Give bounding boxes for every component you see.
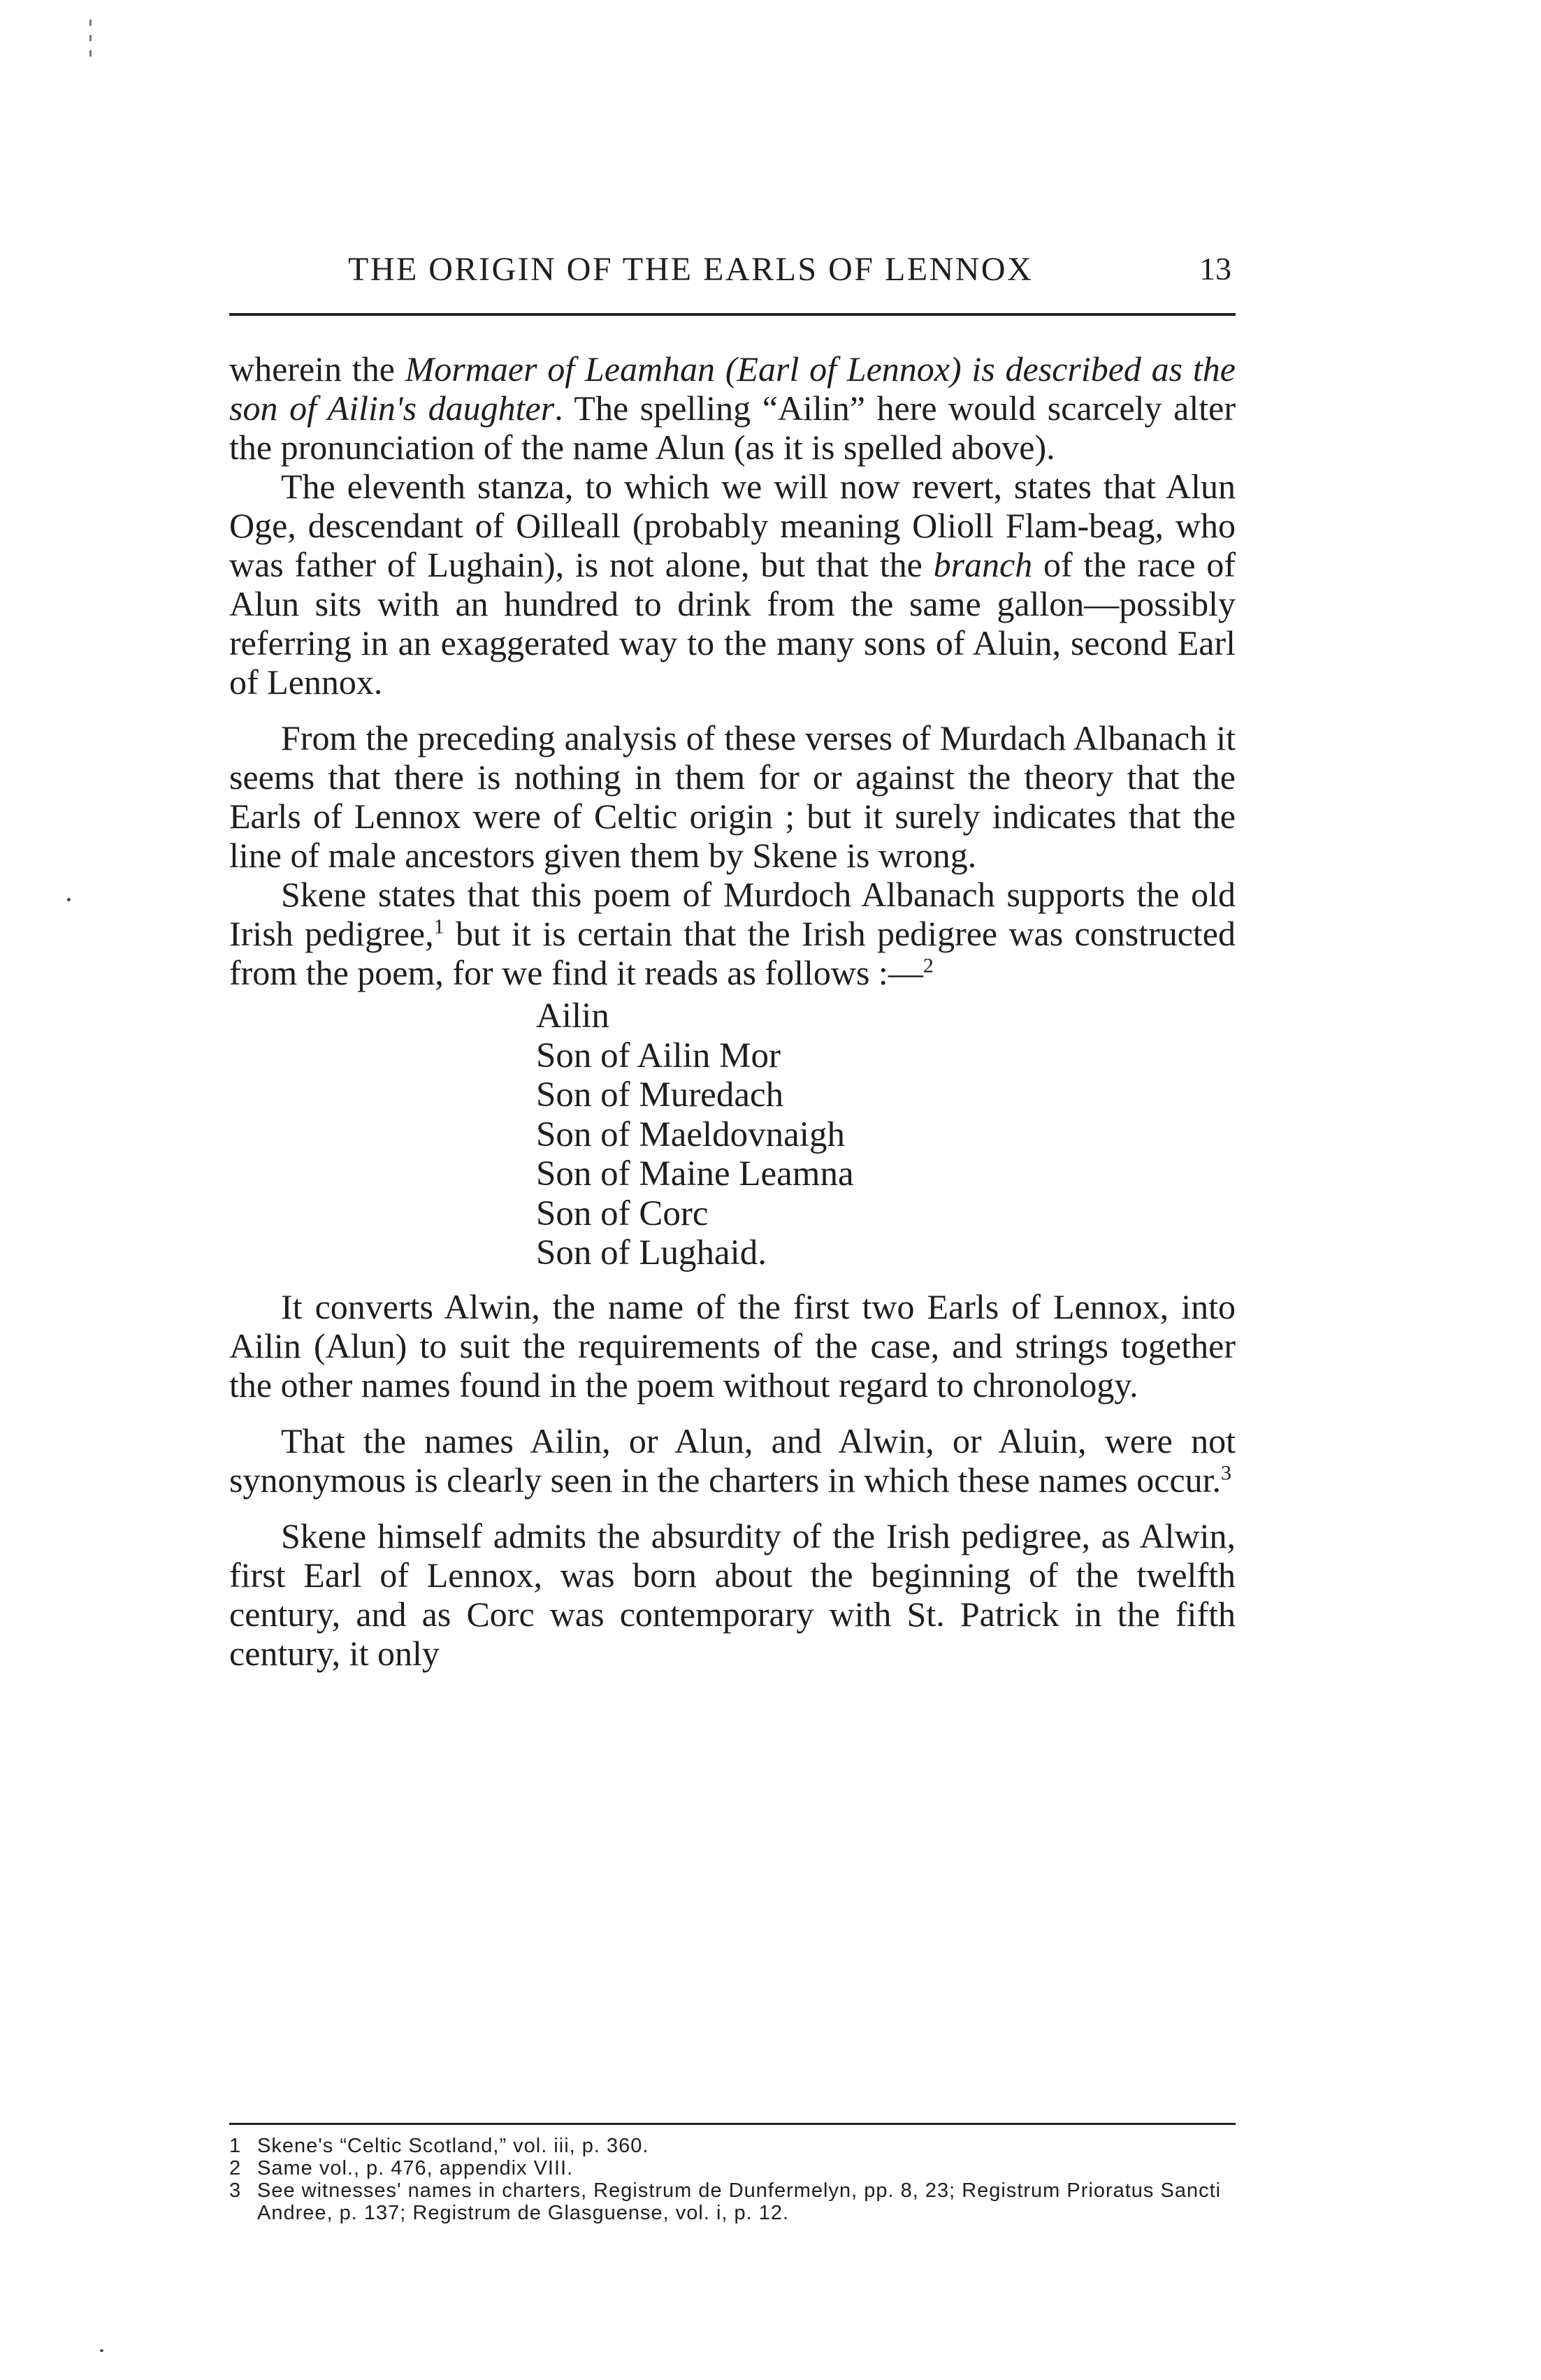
footnote-text: Skene's “Celtic Scotland,” vol. iii, p. 360. (257, 2135, 649, 2157)
footnote-ref: 2 (923, 954, 934, 978)
scan-speck (100, 2349, 103, 2352)
paragraph: It converts Alwin, the name of the first two Earls of Lennox, into Ailin (Alun) to suit the requirements of the case, and strings together the other names found in the poem without regard to chronology. (229, 1286, 1236, 1405)
footnote-text: Same vol., p. 476, appendix VIII. (257, 2157, 574, 2179)
footnote-number: 2 (229, 2157, 242, 2179)
italic-phrase: Mormaer of Leamhan (Earl of Lennox) is described as the son of Ailin's daughter (229, 349, 1236, 428)
pedigree-line: Son of Lughaid. (536, 1233, 767, 1272)
footnote-ref: 3 (1221, 1460, 1232, 1484)
paragraph: wherein the Mormaer of Leamhan (Earl of Lennox) is described as the son of Ailin's daughter. The spelling “Ailin” here would scarcely alter the pronunciation of the name Alun (as it is spelled above). (229, 349, 1236, 467)
running-head (229, 245, 1236, 293)
paragraph: From the preceding analysis of these verses of Murdach Albanach it seems that there is nothing in them for or against the theory that the Earls of Lennox were of Celtic origin ; but it surely indicates that the line of male ancestors given them by Skene is wrong. (229, 718, 1236, 875)
footnotes (229, 2135, 1236, 2224)
pedigree-line: Son of Ailin Mor (536, 1036, 781, 1075)
pedigree-line: Son of Muredach (536, 1075, 784, 1115)
footnote-text: See witnesses' names in charters, Registrum de Dunfermelyn, pp. 8, 23; Registrum Prioratus Sancti Andree, p. 137; Registrum de Glasguense, vol. i, p. 12. (257, 2179, 1222, 2224)
pedigree-line: Son of Maine Leamna (536, 1154, 854, 1193)
pedigree-line: Ailin (536, 996, 609, 1036)
footnote-number: 3 (229, 2179, 242, 2202)
footnote-number: 1 (229, 2135, 242, 2157)
pedigree-line: Son of Maeldovnaigh (536, 1115, 845, 1154)
footnote (229, 2179, 1236, 2224)
pedigree-list (536, 996, 1236, 1273)
paragraph: The eleventh stanza, to which we will now revert, states that Alun Oge, descendant of Oilleall (probably meaning Olioll Flam-beag, who was father of Lughain), is not alone, but that the branch of the race of Alun sits with an hundred to drink from the same gallon—possibly referring in an exaggerated way to the many sons of Aluin, second Earl of Lennox. (229, 467, 1236, 702)
page-number: 13 (1199, 251, 1231, 286)
footnote-rule (229, 2123, 1236, 2125)
paragraph: Skene himself admits the absurdity of the Irish pedigree, as Alwin, first Earl of Lennox, was born about the beginning of the twelfth century, and as Corc was contemporary with St. Patrick in the fifth century, it only (229, 1516, 1236, 1673)
scan-speck (67, 898, 71, 901)
italic-word: branch (933, 545, 1033, 584)
paragraph: Skene states that this poem of Murdoch Albanach supports the old Irish pedigree,$^1$ but it is certain that the Irish pedigree was constructed from the poem, for we find it reads as follows :—$^2$ (229, 875, 1236, 992)
pedigree-line: Son of Corc (536, 1193, 709, 1233)
footnote (229, 2157, 1236, 2179)
paragraph: That the names Ailin, or Alun, and Alwin, or Aluin, were not synonymous is clearly seen in the charters in which these names occur.$^3$ (229, 1421, 1236, 1500)
header-rule (229, 313, 1236, 316)
body-text (229, 349, 1236, 1673)
scan-edge-mark (89, 20, 92, 61)
footnote-ref: 1 (433, 915, 444, 938)
running-title: THE ORIGIN OF THE EARLS OF LENNOX (348, 251, 1034, 288)
footnote (229, 2135, 1236, 2157)
